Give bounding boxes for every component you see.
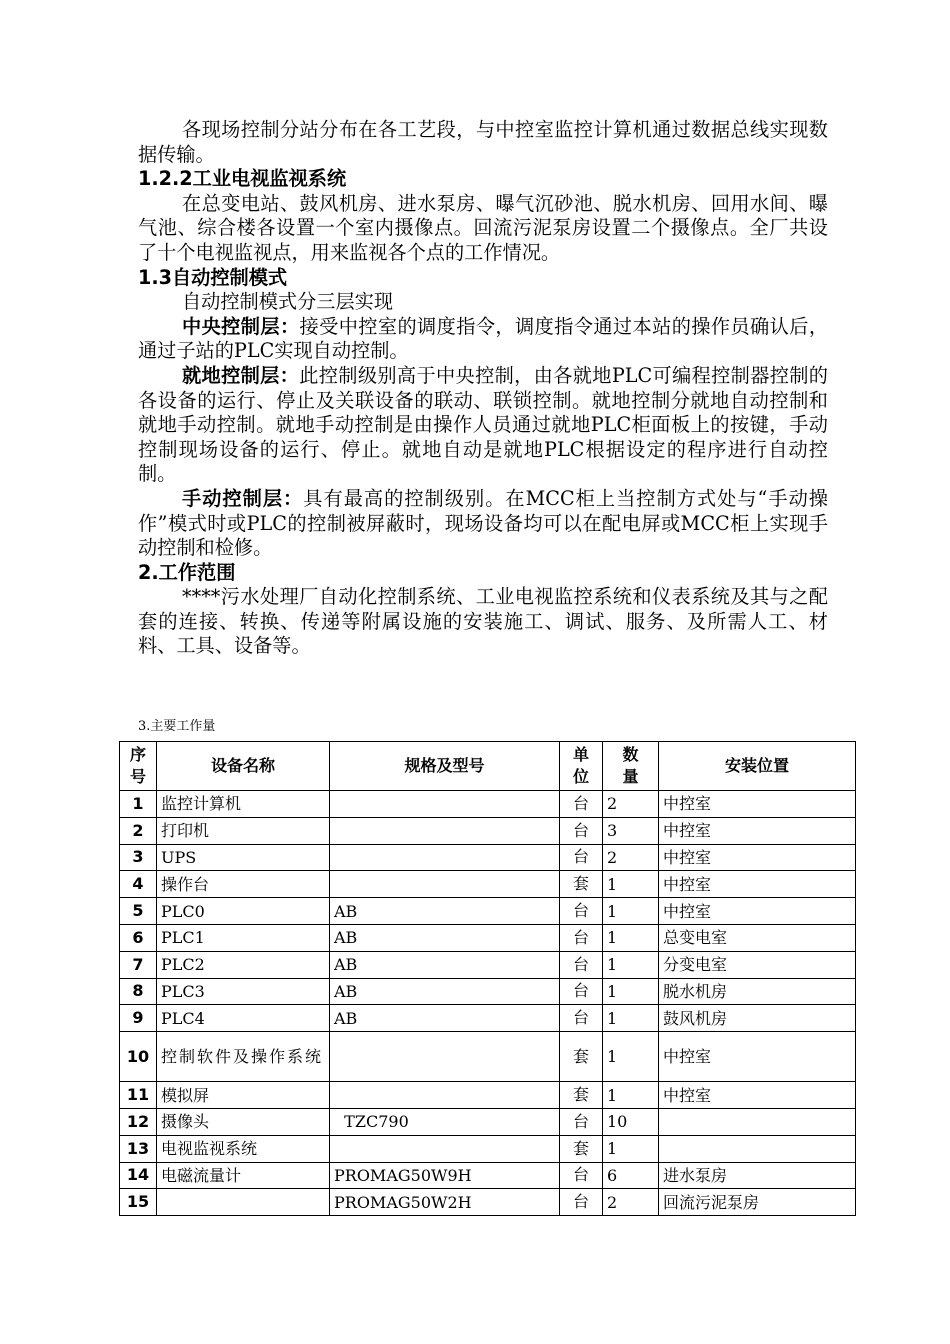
cell-name: 模拟屏 xyxy=(157,1082,330,1109)
cell-no: 12 xyxy=(120,1108,157,1135)
cell-unit: 台 xyxy=(560,898,603,925)
cell-no: 15 xyxy=(120,1189,157,1216)
cell-loc: 进水泵房 xyxy=(659,1162,856,1189)
cell-unit: 台 xyxy=(560,1108,603,1135)
cell-qty: 1 xyxy=(603,951,659,978)
cell-no: 9 xyxy=(120,1005,157,1032)
cell-spec: AB xyxy=(330,951,560,978)
cell-spec xyxy=(330,1032,560,1082)
cell-loc: 鼓风机房 xyxy=(659,1005,856,1032)
cell-unit: 台 xyxy=(560,1162,603,1189)
header-location: 安装位置 xyxy=(659,742,856,791)
table-row xyxy=(120,1005,856,1032)
cell-unit: 台 xyxy=(560,791,603,818)
cell-loc xyxy=(659,1135,856,1162)
local-layer-text: 此控制级别高于中央控制，由各就地PLC可编程控制器控制的各设备的运行、停止及关联设备的联动、联锁控制。就地控制分就地自动控制和就地手动控制。就地手动控制是由操作人员通过就地PLC柜面板上的按键，手动控制现场设备的运行、停止。就地自动是就地PLC根据设定的程序进行自动控制。 xyxy=(138,363,828,486)
cell-qty: 3 xyxy=(603,817,659,844)
cell-name: UPS xyxy=(157,844,330,871)
cell-spec: AB xyxy=(330,924,560,951)
cell-name: 电磁流量计 xyxy=(157,1162,330,1189)
cell-name: PLC1 xyxy=(157,924,330,951)
cell-qty: 2 xyxy=(603,1189,659,1216)
cell-name: PLC2 xyxy=(157,951,330,978)
cell-no: 2 xyxy=(120,817,157,844)
cell-loc: 回流污泥泵房 xyxy=(659,1189,856,1216)
paragraph-data-transfer: 各现场控制分站分布在各工艺段，与中控室监控计算机通过数据总线实现数据传输。 xyxy=(138,118,828,166)
paragraph-three-layers: 自动控制模式分三层实现 xyxy=(182,290,394,314)
cell-name: 监控计算机 xyxy=(157,791,330,818)
cell-no: 6 xyxy=(120,924,157,951)
header-unit: 单位 xyxy=(560,742,603,791)
cell-no: 7 xyxy=(120,951,157,978)
cell-qty: 2 xyxy=(603,844,659,871)
cell-spec: TZC790 xyxy=(330,1108,560,1135)
table-row xyxy=(120,951,856,978)
cell-unit: 套 xyxy=(560,1135,603,1162)
cell-spec xyxy=(330,791,560,818)
cell-qty: 1 xyxy=(603,898,659,925)
cell-qty: 2 xyxy=(603,791,659,818)
cell-no: 10 xyxy=(120,1032,157,1082)
cell-loc: 中控室 xyxy=(659,871,856,898)
cell-spec xyxy=(330,844,560,871)
cell-unit: 套 xyxy=(560,1082,603,1109)
cell-no: 13 xyxy=(120,1135,157,1162)
cell-spec xyxy=(330,871,560,898)
cell-no: 14 xyxy=(120,1162,157,1189)
table-row xyxy=(120,1108,856,1135)
cell-name: 控制软件及操作系统 xyxy=(157,1032,330,1082)
cell-loc: 中控室 xyxy=(659,791,856,818)
cell-unit: 台 xyxy=(560,951,603,978)
table-row xyxy=(120,844,856,871)
cell-spec: PROMAG50W9H xyxy=(330,1162,560,1189)
cell-unit: 台 xyxy=(560,924,603,951)
cell-loc: 分变电室 xyxy=(659,951,856,978)
header-qty: 数量 xyxy=(603,742,659,791)
table-row xyxy=(120,898,856,925)
cell-unit: 台 xyxy=(560,1189,603,1216)
paragraph-camera-points: 在总变电站、鼓风机房、进水泵房、曝气沉砂池、脱水机房、回用水间、曝气池、综合楼各设置一个室内摄像点。回流污泥泵房设置二个摄像点。全厂共设了十个电视监视点，用来监视各个点的工作情况。 xyxy=(138,191,828,264)
table-body xyxy=(120,791,856,1216)
cell-qty: 1 xyxy=(603,1005,659,1032)
cell-name: PLC0 xyxy=(157,898,330,925)
cell-loc: 脱水机房 xyxy=(659,978,856,1005)
cell-qty: 1 xyxy=(603,1032,659,1082)
manual-layer-text: 具有最高的控制级别。在MCC柜上当控制方式处与“手动操作”模式时或PLC的控制被屏蔽时，现场设备均可以在配电屏或MCC柜上实现手动控制和检修。 xyxy=(138,486,828,560)
cell-name: 电视监视系统 xyxy=(157,1135,330,1162)
cell-unit: 套 xyxy=(560,1032,603,1082)
header-no: 序号 xyxy=(120,742,157,791)
cell-name xyxy=(157,1189,330,1216)
header-name: 设备名称 xyxy=(157,742,330,791)
table-row xyxy=(120,1162,856,1189)
cell-qty: 1 xyxy=(603,978,659,1005)
heading-work-scope: 2.工作范围 xyxy=(138,560,236,584)
cell-loc: 中控室 xyxy=(659,1032,856,1082)
cell-name: 操作台 xyxy=(157,871,330,898)
table-row xyxy=(120,978,856,1005)
cell-loc: 中控室 xyxy=(659,817,856,844)
table-row xyxy=(120,871,856,898)
cell-qty: 1 xyxy=(603,1135,659,1162)
cell-name: PLC3 xyxy=(157,978,330,1005)
cell-name: PLC4 xyxy=(157,1005,330,1032)
cell-no: 11 xyxy=(120,1082,157,1109)
table-caption: 3.主要工作量 xyxy=(138,719,216,734)
table-header-row xyxy=(120,742,856,791)
cell-spec: AB xyxy=(330,978,560,1005)
cell-qty: 1 xyxy=(603,871,659,898)
local-layer-label: 就地控制层： xyxy=(182,363,300,387)
cell-unit: 套 xyxy=(560,871,603,898)
cell-qty: 6 xyxy=(603,1162,659,1189)
manual-layer-label: 手动控制层： xyxy=(182,486,304,510)
paragraph-local-layer xyxy=(138,364,828,487)
cell-qty: 1 xyxy=(603,1082,659,1109)
table-row xyxy=(120,791,856,818)
cell-loc: 中控室 xyxy=(659,1082,856,1109)
cell-name: 打印机 xyxy=(157,817,330,844)
cell-no: 8 xyxy=(120,978,157,1005)
table-row xyxy=(120,1135,856,1162)
central-layer-label: 中央控制层： xyxy=(182,314,300,338)
table-row xyxy=(120,1189,856,1216)
cell-unit: 台 xyxy=(560,844,603,871)
header-spec: 规格及型号 xyxy=(330,742,560,791)
cell-qty: 1 xyxy=(603,924,659,951)
cell-no: 4 xyxy=(120,871,157,898)
cell-no: 3 xyxy=(120,844,157,871)
cell-unit: 台 xyxy=(560,1005,603,1032)
heading-auto-control-mode: 1.3自动控制模式 xyxy=(138,265,288,289)
cell-spec xyxy=(330,1082,560,1109)
cell-loc: 中控室 xyxy=(659,844,856,871)
paragraph-manual-layer xyxy=(138,487,828,561)
central-layer-text: 接受中控室的调度指令，调度指令通过本站的操作员确认后，通过子站的PLC实现自动控制。 xyxy=(138,314,829,363)
cell-spec xyxy=(330,1135,560,1162)
paragraph-central-layer xyxy=(138,315,828,364)
cell-loc: 中控室 xyxy=(659,898,856,925)
cell-name: 摄像头 xyxy=(157,1108,330,1135)
cell-loc: 总变电室 xyxy=(659,924,856,951)
workload-table xyxy=(119,741,856,1216)
cell-spec: AB xyxy=(330,1005,560,1032)
paragraph-work-scope: ****污水处理厂自动化控制系统、工业电视监控系统和仪表系统及其与之配套的连接、转换、传递等附属设施的安装施工、调试、服务、及所需人工、材料、工具、设备等。 xyxy=(138,585,828,658)
cell-unit: 台 xyxy=(560,978,603,1005)
table-row xyxy=(120,924,856,951)
table-row xyxy=(120,817,856,844)
table-row xyxy=(120,1032,856,1082)
document-body xyxy=(138,118,828,659)
cell-loc xyxy=(659,1108,856,1135)
cell-spec: AB xyxy=(330,898,560,925)
table-row xyxy=(120,1082,856,1109)
cell-spec xyxy=(330,817,560,844)
heading-industrial-tv: 1.2.2工业电视监视系统 xyxy=(138,167,347,191)
cell-no: 5 xyxy=(120,898,157,925)
cell-no: 1 xyxy=(120,791,157,818)
cell-spec: PROMAG50W2H xyxy=(330,1189,560,1216)
cell-qty: 10 xyxy=(603,1108,659,1135)
cell-unit: 台 xyxy=(560,817,603,844)
